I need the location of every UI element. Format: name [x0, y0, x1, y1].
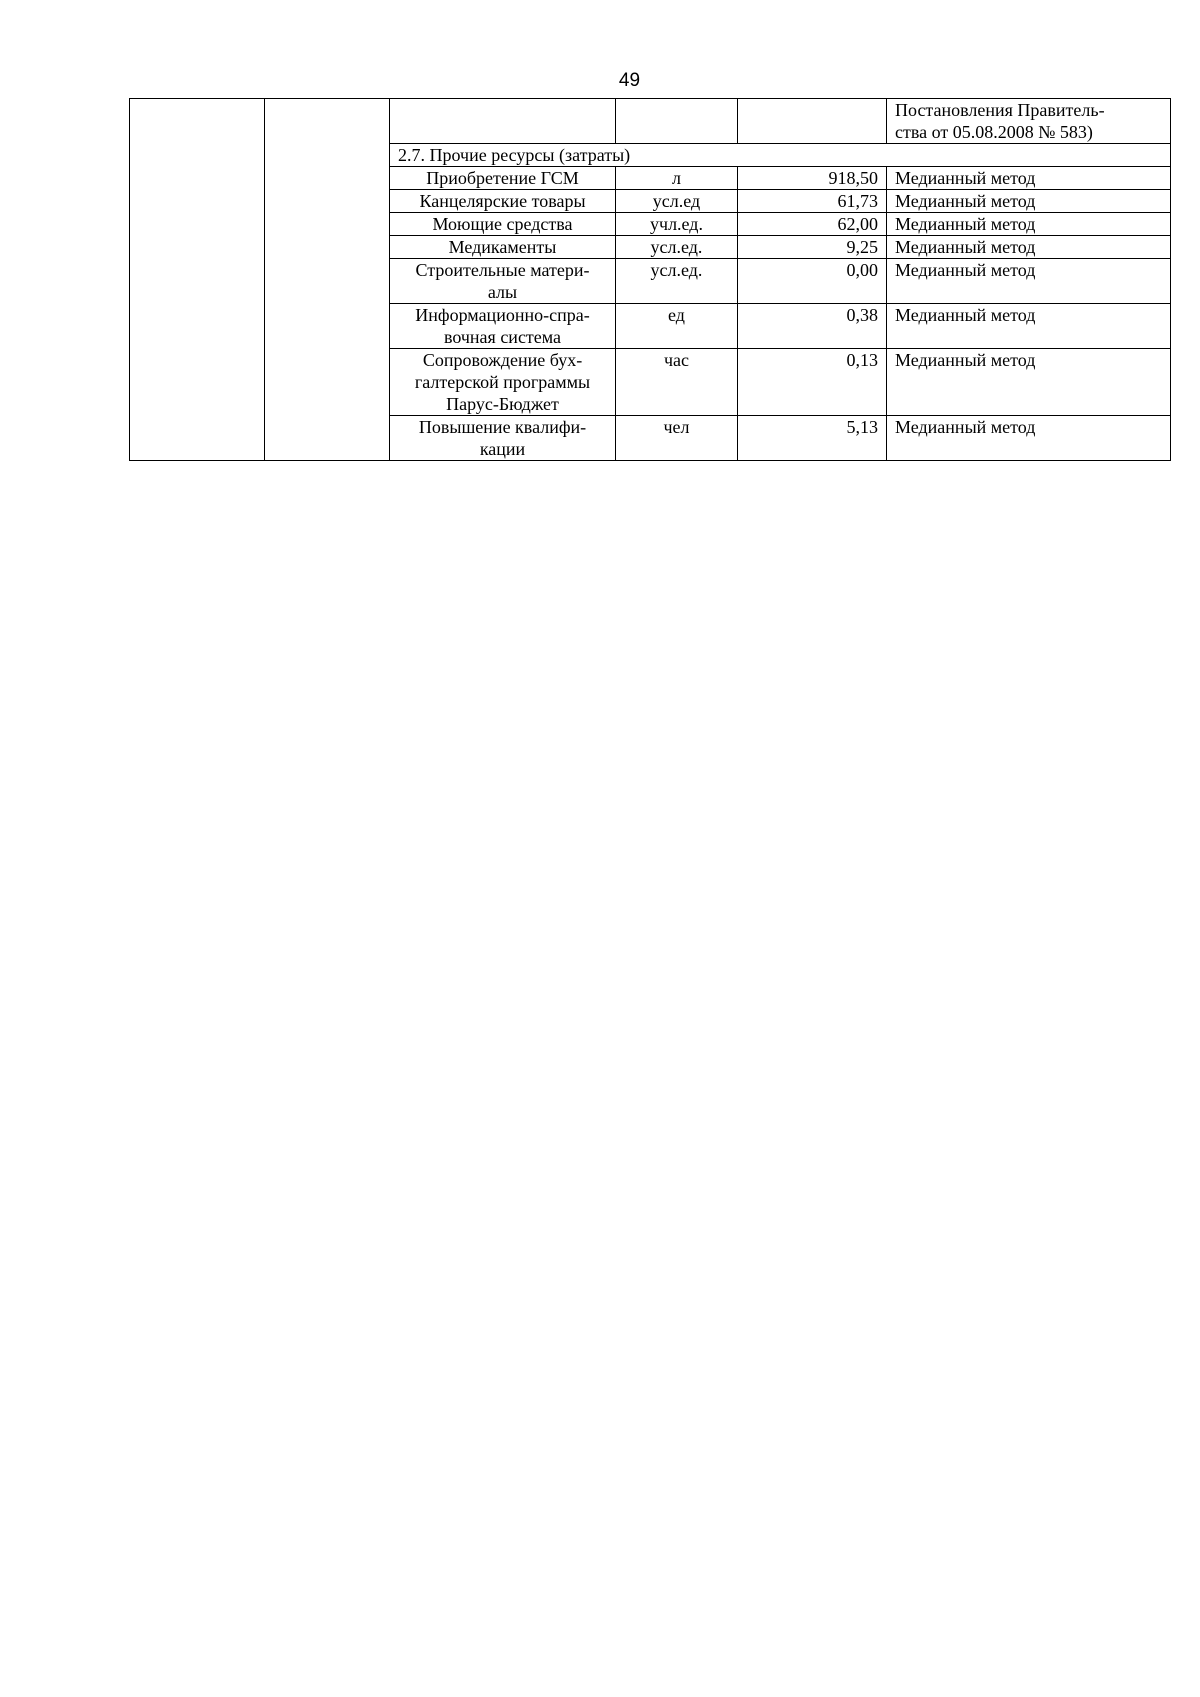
- resource-name: Информационно-спра- вочная система: [390, 304, 616, 349]
- continuation-row: [130, 99, 1171, 144]
- value-cell: 0,13: [738, 349, 887, 416]
- empty-cell: [616, 99, 738, 144]
- empty-cell: [390, 99, 616, 144]
- value-cell: 0,00: [738, 259, 887, 304]
- value-cell: 61,73: [738, 190, 887, 213]
- empty-cell: [738, 99, 887, 144]
- continuation-note-line: Постановления Правитель-: [895, 100, 1105, 120]
- continuation-note-line: ства от 05.08.2008 № 583): [895, 122, 1093, 142]
- value-cell: 5,13: [738, 416, 887, 461]
- method-cell: Медианный метод: [887, 167, 1171, 190]
- unit-cell: учл.ед.: [616, 213, 738, 236]
- section-title: 2.7. Прочие ресурсы (затраты): [390, 144, 1171, 167]
- method-cell: Медианный метод: [887, 349, 1171, 416]
- page-number: 49: [618, 70, 641, 91]
- unit-cell: усл.ед.: [616, 259, 738, 304]
- value-cell: 9,25: [738, 236, 887, 259]
- value-cell: 0,38: [738, 304, 887, 349]
- value-cell: 918,50: [738, 167, 887, 190]
- method-cell: Медианный метод: [887, 416, 1171, 461]
- resource-name: Строительные матери- алы: [390, 259, 616, 304]
- method-cell: Медианный метод: [887, 304, 1171, 349]
- resources-table: [129, 98, 1171, 461]
- value-cell: 62,00: [738, 213, 887, 236]
- resource-name: Моющие средства: [390, 213, 616, 236]
- method-cell: Медианный метод: [887, 190, 1171, 213]
- method-cell: Медианный метод: [887, 236, 1171, 259]
- resource-name: Приобретение ГСМ: [390, 167, 616, 190]
- resource-name: Канцелярские товары: [390, 190, 616, 213]
- unit-cell: час: [616, 349, 738, 416]
- empty-cell-col2: [265, 99, 390, 461]
- method-cell: Медианный метод: [887, 213, 1171, 236]
- unit-cell: л: [616, 167, 738, 190]
- empty-cell-col1: [130, 99, 265, 461]
- unit-cell: усл.ед.: [616, 236, 738, 259]
- resource-name: Сопровождение бух- галтерской программы Парус-Бюджет: [390, 349, 616, 416]
- resource-name: Медикаменты: [390, 236, 616, 259]
- continuation-note-cell: [887, 99, 1171, 144]
- resource-name: Повышение квалифи- кации: [390, 416, 616, 461]
- unit-cell: чел: [616, 416, 738, 461]
- method-cell: Медианный метод: [887, 259, 1171, 304]
- unit-cell: усл.ед: [616, 190, 738, 213]
- unit-cell: ед: [616, 304, 738, 349]
